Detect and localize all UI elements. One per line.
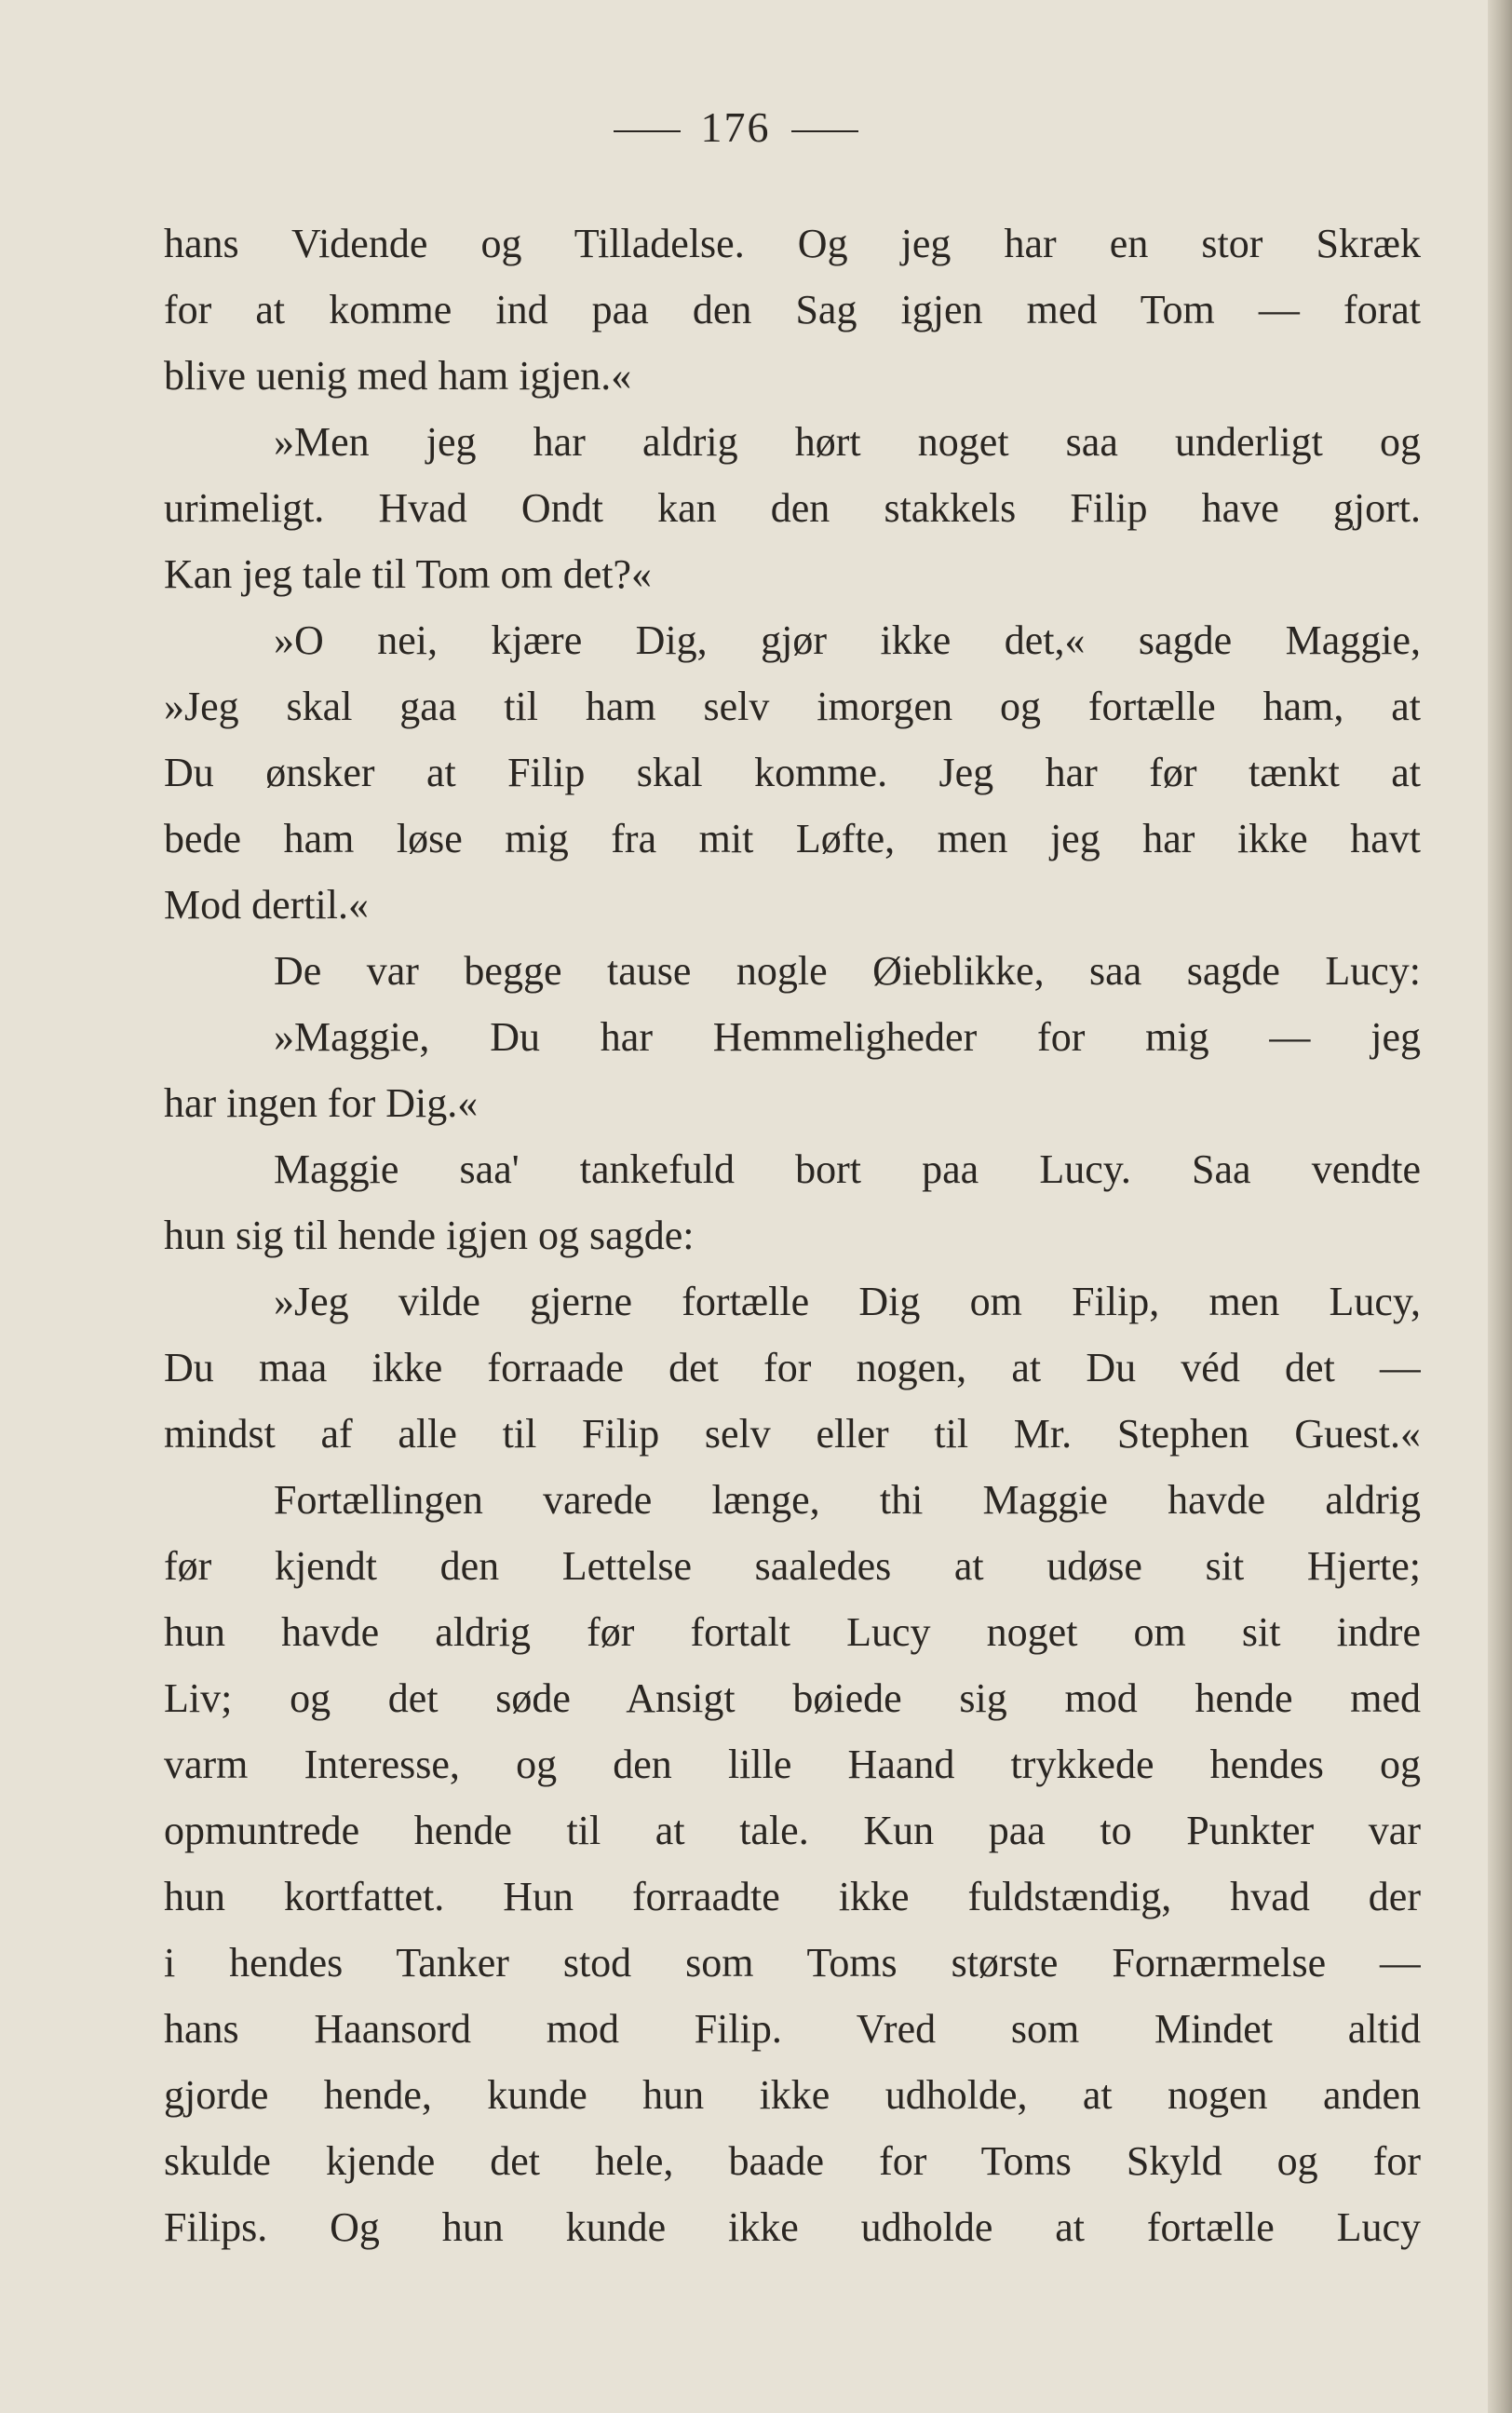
- text-line: Liv; og det søde Ansigt bøiede sig mod hende med: [164, 1675, 1421, 1721]
- text-line: Filips. Og hun kunde ikke udholde at fortælle Lucy: [164, 2204, 1421, 2250]
- text-line: urimeligt. Hvad Ondt kan den stakkels Filip have gjort.: [164, 485, 1421, 531]
- text-line: De var begge tause nogle Øieblikke, saa sagde Lucy:: [274, 948, 1421, 994]
- text-line: bede ham løse mig fra mit Løfte, men jeg har ikke havt: [164, 816, 1421, 861]
- text-line: hans Vidende og Tilladelse. Og jeg har en stor Skræk: [164, 221, 1421, 266]
- text-line: opmuntrede hende til at tale. Kun paa to Punkter var: [164, 1808, 1421, 1853]
- text-line: »O nei, kjære Dig, gjør ikke det,« sagde Maggie,: [274, 617, 1421, 663]
- text-line: hun havde aldrig før fortalt Lucy noget om sit indre: [164, 1609, 1421, 1655]
- text-line: Mod dertil.«: [164, 882, 369, 928]
- page-number: [0, 102, 1471, 152]
- text-line: mindst af alle til Filip selv eller til Mr. Stephen Guest.«: [164, 1411, 1421, 1457]
- page-edge: [1488, 0, 1512, 2413]
- text-line: Du ønsker at Filip skal komme. Jeg har før tænkt at: [164, 750, 1421, 795]
- text-line: før kjendt den Lettelse saaledes at udøse sit Hjerte;: [164, 1543, 1421, 1589]
- right-dash: [791, 130, 858, 132]
- text-line: skulde kjende det hele, baade for Toms Skyld og for: [164, 2138, 1421, 2184]
- text-line: gjorde hende, kunde hun ikke udholde, at nogen anden: [164, 2072, 1421, 2118]
- text-line: Kan jeg tale til Tom om det?«: [164, 551, 652, 597]
- text-line: for at komme ind paa den Sag igjen med Tom — forat: [164, 287, 1421, 332]
- text-line: har ingen for Dig.«: [164, 1080, 479, 1126]
- left-dash: [614, 130, 681, 132]
- text-line: Du maa ikke forraade det for nogen, at Du véd det —: [164, 1345, 1421, 1390]
- text-line: Fortællingen varede længe, thi Maggie havde aldrig: [274, 1477, 1421, 1523]
- text-line: »Men jeg har aldrig hørt noget saa underligt og: [274, 419, 1421, 465]
- text-line: varm Interesse, og den lille Haand trykkede hendes og: [164, 1742, 1421, 1787]
- text-line: »Maggie, Du har Hemmeligheder for mig — jeg: [274, 1014, 1421, 1060]
- text-line: hun kortfattet. Hun forraadte ikke fuldstændig, hvad der: [164, 1874, 1421, 1919]
- text-line: hans Haansord mod Filip. Vred som Mindet altid: [164, 2006, 1421, 2052]
- text-line: hun sig til hende igjen og sagde:: [164, 1213, 695, 1258]
- text-line: blive uenig med ham igjen.«: [164, 353, 632, 399]
- text-line: »Jeg vilde gjerne fortælle Dig om Filip, men Lucy,: [274, 1279, 1421, 1324]
- body-text: [164, 210, 1421, 2260]
- text-line: Maggie saa' tankefuld bort paa Lucy. Saa vendte: [274, 1146, 1421, 1192]
- text-line: »Jeg skal gaa til ham selv imorgen og fortælle ham, at: [164, 684, 1421, 729]
- page-number-text: 176: [700, 103, 771, 151]
- text-line: i hendes Tanker stod som Toms største Fornærmelse —: [164, 1940, 1421, 1986]
